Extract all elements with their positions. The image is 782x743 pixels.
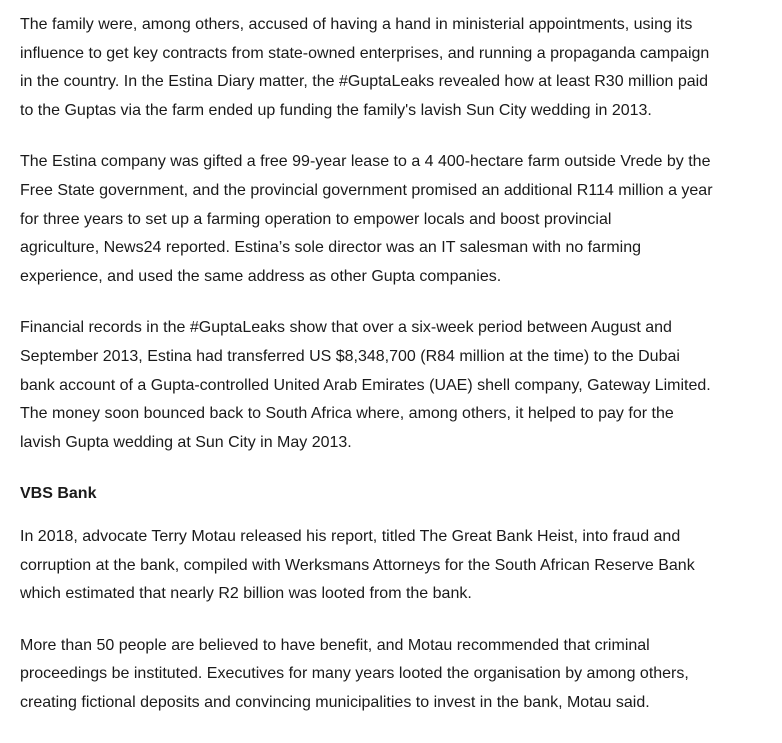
text-line: agriculture, News24 reported. Estina’s sole director was an IT salesman with no farming [20,239,642,257]
text-line: bank account of a Gupta-controlled United Arab Emirates (UAE) shell company, Gateway Limited. [20,376,711,394]
text-line: experience, and used the same address as other Gupta companies. [20,267,502,285]
text-line: creating fictional deposits and convincing municipalities to invest in the bank, Motau said. [20,693,650,711]
heading-spacer [20,509,782,523]
paragraph-estina-company [20,148,782,291]
paragraph-motau-report [20,523,782,609]
text-line: Financial records in the #GuptaLeaks show that over a six-week period between August and [20,319,672,337]
text-line: The money soon bounced back to South Africa where, among others, it helped to pay for the [20,405,674,423]
text-line: lavish Gupta wedding at Sun City in May 2013. [20,433,352,451]
text-line: which estimated that nearly R2 billion was looted from the bank. [20,585,472,603]
paragraph-spacer [20,457,782,480]
text-line: influence to get key contracts from state-owned enterprises, and running a propaganda campaign [20,44,710,62]
paragraph-financial-records [20,314,782,457]
text-line: to the Guptas via the farm ended up funding the family's lavish Sun City wedding in 2013. [20,101,652,119]
text-line: The Estina company was gifted a free 99-year lease to a 4 400-hectare farm outside Vrede by the [20,153,711,171]
text-line: Free State government, and the provincial government promised an additional R114 million a year [20,181,713,199]
paragraph-criminal-proceedings [20,632,782,718]
section-heading: VBS Bank [20,485,97,503]
paragraph-spacer [20,125,782,148]
paragraph-gupta-family [20,11,782,125]
text-line: proceedings be instituted. Executives for many years looted the organisation by among others, [20,665,689,683]
text-line: for three years to set up a farming operation to empower locals and boost provincial [20,210,612,228]
text-line: in the country. In the Estina Diary matter, the #GuptaLeaks revealed how at least R30 million paid [20,73,709,91]
paragraph-spacer [20,609,782,632]
text-line: In 2018, advocate Terry Motau released his report, titled The Great Bank Heist, into fraud and [20,527,681,545]
text-line: More than 50 people are believed to have benefit, and Motau recommended that criminal [20,636,650,654]
paragraph-spacer [20,291,782,314]
text-line: The family were, among others, accused of having a hand in ministerial appointments, using its [20,16,693,33]
text-line: September 2013, Estina had transferred US $8,348,700 (R84 million at the time) to the Dubai [20,347,680,365]
text-line: corruption at the bank, compiled with Werksmans Attorneys for the South African Reserve Bank [20,556,695,574]
